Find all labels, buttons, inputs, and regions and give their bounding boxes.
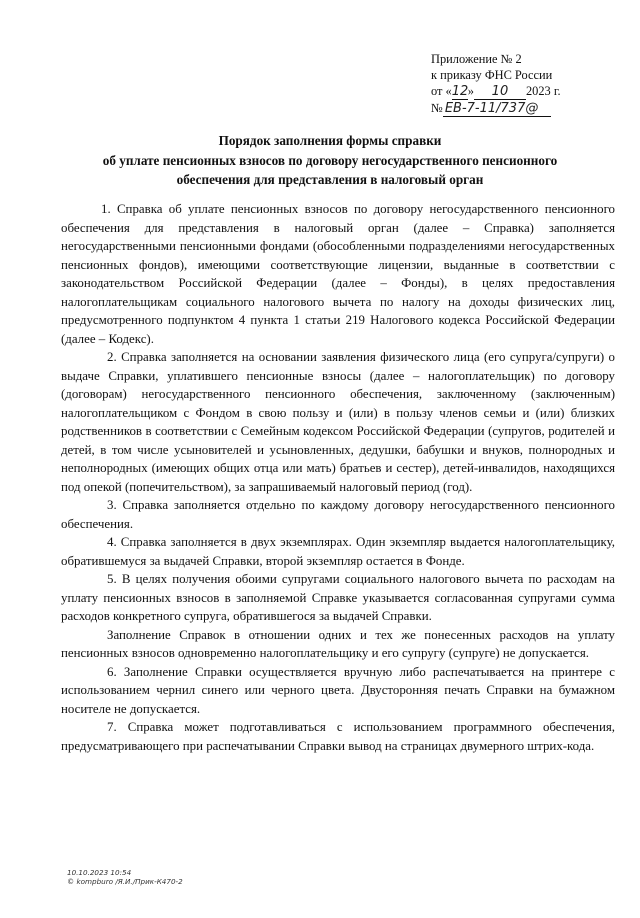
title-line-3: обеспечения для представления в налоговый орган [176, 172, 484, 187]
appendix-header [431, 51, 601, 117]
document-title [40, 131, 620, 190]
paragraph-3: 3. Справка заполняется отдельно по каждому договору негосударственного пенсионного обеспечения. [61, 498, 615, 531]
paragraph-2: 2. Справка заполняется на основании заявления физического лица (его супруга/супруги) о выдаче Справки, уплатившего пенсионные взносы (далее – налогоплательщик) по договору (договорам) негосударственного пенсионного обеспечения, заключенному (заключенным) налогоплательщиком с Фондом в свою пользу и (или) в пользу членов семьи и (или) близких родственников в соответствии с Семейным кодексом Российской Федерации (супругов, родителей и детей, в том числе усыновителей и усыновленных, дедушки, бабушки и внуков, полнородных и неполнородных (имеющих общих отца или мать) братьев и сестер), детей-инвалидов, находящихся под опекой (попечительством), за запрашиваемый налоговый период (год). [61, 350, 615, 494]
order-reference: к приказу ФНС России [431, 68, 553, 82]
title-line-2: об уплате пенсионных взносов по договору негосударственного пенсионного [102, 152, 558, 168]
date-prefix: от « [431, 84, 452, 98]
handwritten-month: 10 [474, 85, 526, 100]
order-number [431, 100, 601, 117]
date-year: 2023 г. [525, 84, 561, 98]
paragraph-6: 6. Заполнение Справки осуществляется вручную либо распечатывается на принтере с использованием чернил синего или черного цвета. Двусторонняя печать Справки на бумажном носителе не допускается. [61, 664, 615, 716]
order-date [431, 83, 601, 100]
date-mid: » [467, 84, 474, 98]
number-prefix: № [431, 101, 443, 115]
title-line-1: Порядок заполнения формы справки [218, 133, 442, 148]
footer-timestamp: 10.10.2023 10:54 [67, 868, 132, 877]
document-body [61, 200, 615, 755]
paragraph-4: 4. Справка заполняется в двух экземплярах. Один экземпляр выдается налогоплательщику, обратившемуся за выдачей Справки, второй экземпляр остается в Фонде. [61, 535, 615, 568]
appendix-label: Приложение № 2 [431, 52, 522, 66]
paragraph-1: 1. Справка об уплате пенсионных взносов по договору негосударственного пенсионного обеспечения для представления в налоговый орган (далее – Справка) заполняется негосударственными пенсионными фондами (обособленными подразделениями негосударственных пенсионных фондов), имеющими соответствующие лицензии, выданные в соответствии с законодательством Российской Федерации (далее – Фонды), в целях предоставления налогоплательщикам социального налогового вычета по налогу на доходы физических лиц, предусмотренного подпунктом 4 пункта 1 статьи 219 Налогового кодекса Российской Федерации (далее – Кодекс). [61, 202, 615, 346]
paragraph-5-continued: Заполнение Справок в отношении одних и тех же понесенных расходов на уплату пенсионных взносов одновременно налогоплательщику и его супругу (супруге) не допускается. [61, 627, 615, 660]
document-footer [67, 868, 183, 886]
paragraph-7: 7. Справка может подготавливаться с использованием программного обеспечения, предусматривающего при распечатывании Справки вывод на страницах двумерного штрих-кода. [61, 720, 615, 753]
handwritten-number: ЕВ-7-11/737@ [443, 102, 551, 117]
handwritten-day: 12 [451, 84, 469, 99]
footer-file-reference: © kompburo /Я.И./Прик-К470-2 [67, 877, 183, 886]
paragraph-5: 5. В целях получения обоими супругами социального налогового вычета по расходам на уплату пенсионных взносов в заполняемой Справке указывается согласованная супругами сумма расходов конкретного супруга, обратившегося за выдачей Справки. [61, 572, 615, 623]
